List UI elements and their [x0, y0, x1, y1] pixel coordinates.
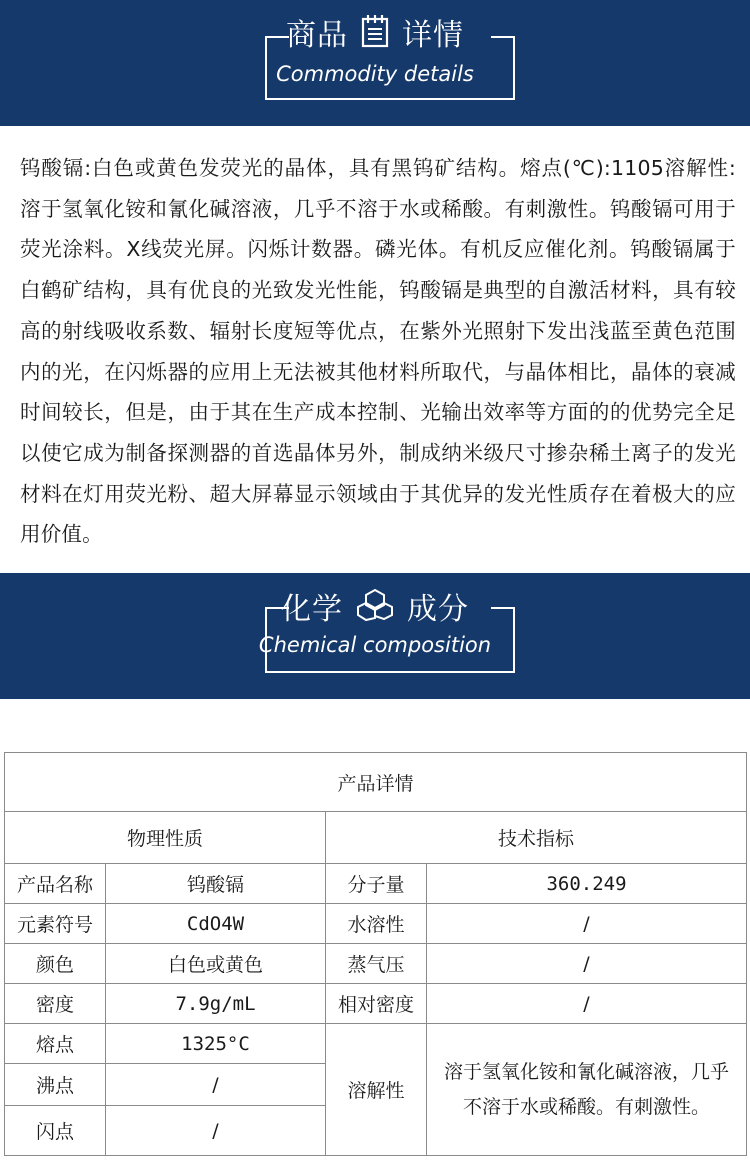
cell-label: 溶解性: [326, 1024, 427, 1156]
table-row: [5, 984, 747, 1024]
cell-value: /: [106, 1106, 326, 1156]
title-left-text: 商品: [286, 18, 348, 53]
table-row: [5, 944, 747, 984]
cell-value: /: [427, 904, 747, 944]
cell-value: 白色或黄色: [106, 944, 326, 984]
table-title: 产品详情: [5, 753, 747, 812]
product-spec-table: [4, 752, 747, 1156]
cell-value: 7.9g/mL: [106, 984, 326, 1024]
cell-value: 钨酸镉: [106, 864, 326, 904]
cell-value: 360.249: [427, 864, 747, 904]
table-row: [5, 864, 747, 904]
cell-label: 元素符号: [5, 904, 106, 944]
cell-label: 密度: [5, 984, 106, 1024]
cell-value: 1325°C: [106, 1024, 326, 1064]
title-left-text: 化学: [281, 592, 343, 627]
cell-label: 沸点: [5, 1064, 106, 1106]
cell-label: 蒸气压: [326, 944, 427, 984]
cell-label: 产品名称: [5, 864, 106, 904]
title-right-text: 详情: [402, 18, 464, 53]
commodity-details-subtitle: Commodity details: [276, 62, 474, 86]
cell-value: /: [106, 1064, 326, 1106]
commodity-details-title: [0, 14, 750, 59]
cell-value: /: [427, 944, 747, 984]
cell-value-solubility: 溶于氢氧化铵和氰化碱溶液，几乎不溶于水或稀酸。有刺激性。: [427, 1024, 747, 1156]
cell-value: CdO4W: [106, 904, 326, 944]
commodity-details-banner: [0, 0, 750, 126]
cell-label: 相对密度: [326, 984, 427, 1024]
cell-label: 颜色: [5, 944, 106, 984]
cell-label: 熔点: [5, 1024, 106, 1064]
chemical-composition-title: [0, 587, 750, 634]
cell-value: /: [427, 984, 747, 1024]
product-description: 钨酸镉:白色或黄色发荧光的晶体，具有黑钨矿结构。熔点(℃):1105溶解性: 溶于氢氧化铵和氰化碱溶液，几乎不溶于水或稀酸。有刺激性。钨酸镉可用于荧光涂料。X线荧光屏。闪烁计数器。磷光体。有机反应催化剂。钨酸镉属于白鹤矿结构，具有优良的光致发光性能，钨酸镉是典型的自激活材料，具有较高的射线吸收系数、辐射长度短等优点，在紫外光照射下发出浅蓝至黄色范围内的光，在闪烁器的应用上无法被其他材料所取代，与晶体相比，晶体的衰减时间较长，但是，由于其在生产成本控制、光输出效率等方面的的优势完全足以使它成为制备探测器的首选晶体另外，制成纳米级尺寸掺杂稀土离子的发光材料在灯用荧光粉、超大屏幕显示领域由于其优异的发光性质存在着极大的应用价值。: [20, 156, 736, 547]
section-technical-specs: 技术指标: [326, 812, 747, 864]
cell-label: 水溶性: [326, 904, 427, 944]
chemical-composition-subtitle: Chemical composition: [258, 633, 492, 657]
table-row: [5, 904, 747, 944]
cell-label: 闪点: [5, 1106, 106, 1156]
cell-label: 分子量: [326, 864, 427, 904]
molecule-icon: [355, 587, 395, 634]
section-physical-properties: 物理性质: [5, 812, 326, 864]
notepad-icon: [360, 14, 390, 59]
table-row: [5, 1024, 747, 1064]
title-right-text: 成分: [407, 592, 469, 627]
